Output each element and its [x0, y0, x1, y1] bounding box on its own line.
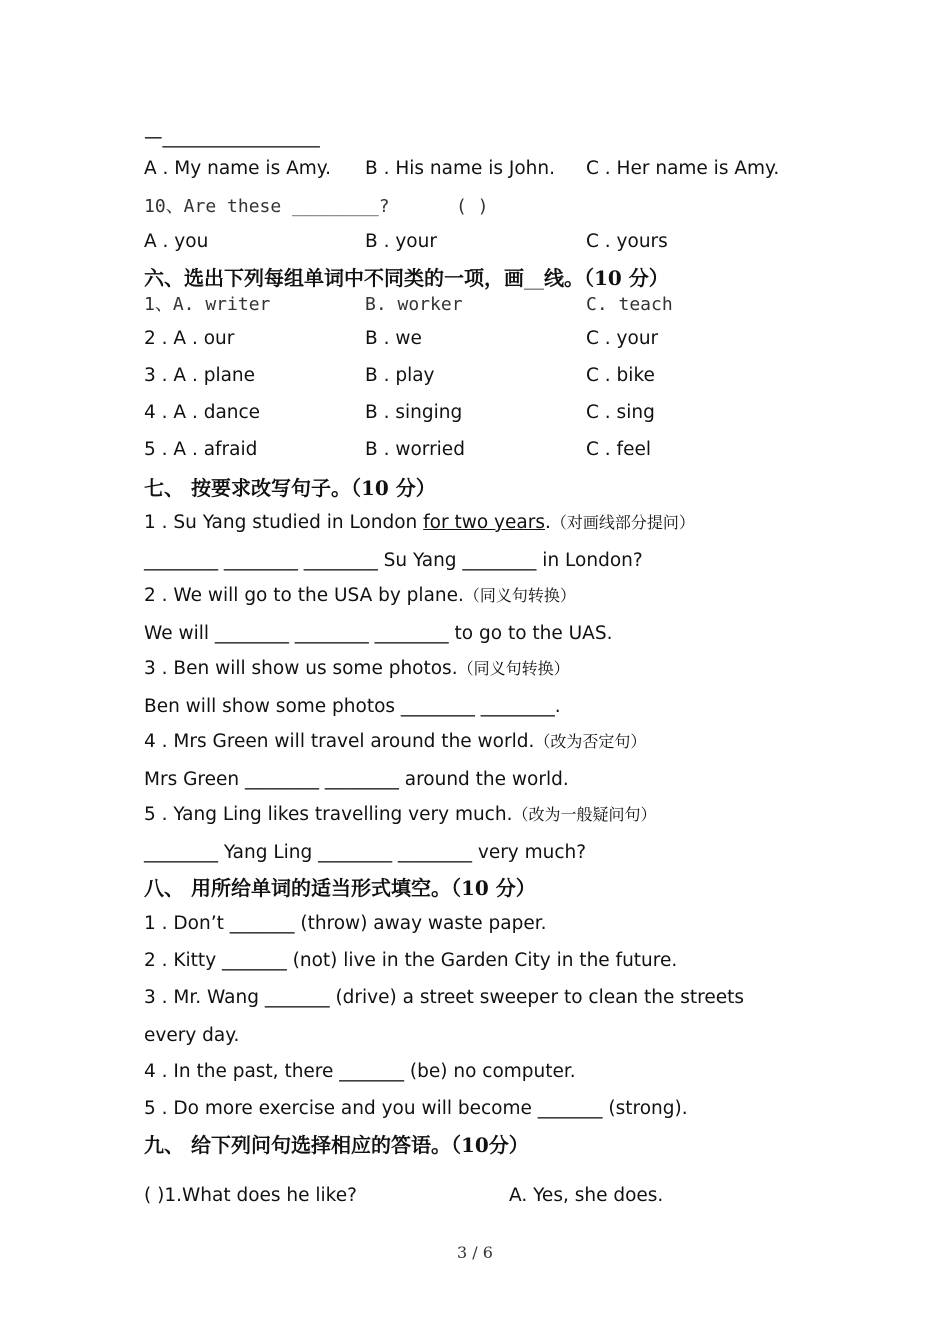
s7-q3-text: 3 . Ben will show us some photos.	[144, 658, 458, 679]
q10-answer-paren[interactable]: ( )	[456, 196, 489, 217]
s6-item3-option-a[interactable]: 3 . A . plane	[144, 365, 256, 386]
s8-line-5[interactable]: 5 . Do more exercise and you will become _______ (strong).	[144, 1098, 688, 1119]
s6-item3-option-c[interactable]: C . bike	[586, 365, 655, 386]
s7-q2-instruction: （同义句转换）	[463, 586, 576, 605]
s7-q1-instruction: （对画线部分提问）	[550, 513, 695, 532]
s7-q3-instruction: （同义句转换）	[457, 659, 570, 678]
section8-heading: 八、 用所给单词的适当形式填空。（10 分）	[144, 876, 536, 900]
s7-answer-2[interactable]: We will ________ ________ ________ to go to the UAS.	[144, 623, 613, 644]
s7-answer-5[interactable]: ________ Yang Ling ________ ________ very much?	[144, 842, 587, 863]
section6-heading-blank: __	[524, 266, 544, 290]
s7-question-3	[144, 657, 570, 681]
section6-item-2	[144, 327, 659, 351]
section6-item-4	[144, 401, 655, 425]
section6-heading-post: 线。（10 分）	[544, 266, 669, 290]
q9-option-a[interactable]: A . My name is Amy.	[144, 158, 331, 179]
s7-q4-instruction: （改为否定句）	[534, 732, 647, 751]
q10-stem: 10、Are these ________?	[144, 196, 390, 217]
s6-item2-option-b[interactable]: B . we	[365, 328, 422, 349]
s8-line-4[interactable]: 4 . In the past, there _______ (be) no computer.	[144, 1061, 576, 1082]
s8-line-1[interactable]: 1 . Don’t _______ (throw) away waste paper.	[144, 913, 547, 934]
s7-question-2	[144, 584, 576, 608]
s6-item4-option-a[interactable]: 4 . A . dance	[144, 402, 261, 423]
s6-item5-option-c[interactable]: C . feel	[586, 439, 651, 460]
q9-option-b[interactable]: B . His name is John.	[365, 158, 556, 179]
s8-line-3[interactable]: 3 . Mr. Wang _______ (drive) a street sweeper to clean the streets	[144, 987, 745, 1008]
s8-line-3-cont: every day.	[144, 1025, 240, 1046]
s7-answer-3[interactable]: Ben will show some photos ________ ________.	[144, 696, 561, 717]
s6-item2-option-a[interactable]: 2 . A . our	[144, 328, 235, 349]
s7-question-1	[144, 511, 695, 535]
s6-item4-option-b[interactable]: B . singing	[365, 402, 463, 423]
q10-option-b[interactable]: B . your	[365, 231, 437, 252]
s6-item5-option-a[interactable]: 5 . A . afraid	[144, 439, 258, 460]
s7-q5-instruction: （改为一般疑问句）	[512, 805, 657, 824]
s9-answer-a: A. Yes, she does.	[509, 1185, 664, 1206]
s6-item4-option-c[interactable]: C . sing	[586, 402, 655, 423]
s6-item2-option-c[interactable]: C . your	[586, 328, 659, 349]
answer-blank-line: —_________________	[144, 127, 320, 148]
section6-heading	[144, 266, 669, 290]
s6-item1-option-c[interactable]: C. teach	[586, 294, 673, 315]
s7-q5-text: 5 . Yang Ling likes travelling very much.	[144, 804, 513, 825]
section6-heading-pre: 六、选出下列每组单词中不同类的一项，画	[144, 266, 524, 290]
section9-heading: 九、 给下列问句选择相应的答语。（10分）	[144, 1133, 529, 1157]
q10-options-row	[144, 230, 668, 254]
s7-question-4	[144, 730, 646, 754]
page-number: 3 / 6	[457, 1243, 493, 1262]
s8-line-2[interactable]: 2 . Kitty _______ (not) live in the Garden City in the future.	[144, 950, 678, 971]
s6-item3-option-b[interactable]: B . play	[365, 365, 435, 386]
s7-q1-period: .	[544, 512, 551, 533]
s9-q1-text[interactable]: ( )1.What does he like?	[144, 1185, 357, 1206]
q10-option-a[interactable]: A . you	[144, 231, 209, 252]
s6-item1-option-b[interactable]: B. worker	[365, 294, 463, 315]
s7-q2-text: 2 . We will go to the USA by plane.	[144, 585, 464, 606]
section6-item-1	[144, 293, 673, 317]
section6-item-5	[144, 438, 651, 462]
s6-item5-option-b[interactable]: B . worried	[365, 439, 465, 460]
q9-option-c[interactable]: C . Her name is Amy.	[586, 158, 780, 179]
section7-heading: 七、 按要求改写句子。（10 分）	[144, 476, 436, 500]
q10-option-c[interactable]: C . yours	[586, 231, 668, 252]
s7-q1-text: 1 . Su Yang studied in London	[144, 512, 424, 533]
q9-options-row	[144, 157, 780, 181]
q10-row	[144, 195, 489, 219]
s7-q4-text: 4 . Mrs Green will travel around the world.	[144, 731, 535, 752]
s7-q1-underlined: for two years	[423, 512, 545, 533]
s7-question-5	[144, 803, 656, 827]
s7-answer-1[interactable]: ________ ________ ________ Su Yang ________ in London?	[144, 550, 643, 571]
section6-item-3	[144, 364, 655, 388]
s6-item1-option-a[interactable]: 1、A. writer	[144, 294, 271, 315]
s9-question-1	[144, 1184, 664, 1208]
s7-answer-4[interactable]: Mrs Green ________ ________ around the world.	[144, 769, 569, 790]
